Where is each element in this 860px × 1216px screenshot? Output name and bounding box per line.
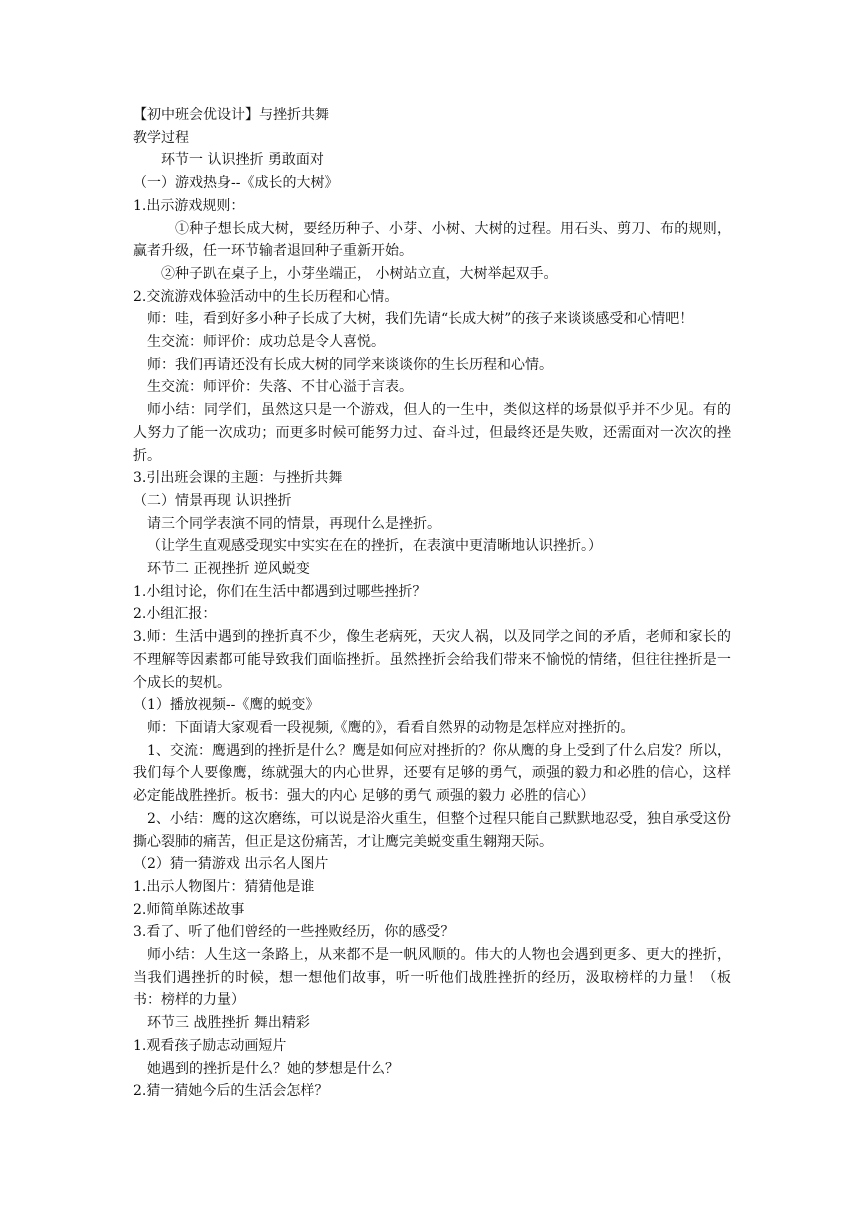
document-paragraph: 3.师：生活中遇到的挫折真不少，像生老病死，天灾人祸，以及同学之间的矛盾，老师和家长的不理解等因素都可能导致我们面临挫折。虽然挫折会给我们带来不愉悦的情绪，但往往挫折是一个成长的契机。 — [133, 629, 731, 691]
document-paragraph: 环节二 正视挫折 逆风蜕变 — [147, 561, 310, 578]
document-paragraph: 师：下面请大家观看一段视频,《鹰的》，看看自然界的动物是怎样应对挫折的。 — [147, 719, 635, 736]
document-paragraph: 师小结：同学们，虽然这只是一个游戏，但人的一生中，类似这样的场景似乎并不少见。有的人努力了能一次成功；而更多时候可能努力过、奋斗过，但最终还是失败，还需面对一次次的挫折。 — [133, 402, 731, 464]
document-paragraph: 请三个同学表演不同的情景，再现什么是挫折。 — [147, 515, 441, 532]
document-paragraph: （2）猜一猜游戏 出示名人图片 — [133, 856, 329, 873]
document-title: 【初中班会优设计】与挫折共舞 — [133, 107, 329, 123]
document-paragraph: （二）情景再现 认识挫折 — [133, 492, 292, 509]
document-body — [133, 104, 731, 1103]
document-paragraph: 生交流：师评价：成功总是令人喜悦。 — [147, 334, 385, 351]
document-paragraph: 环节三 战胜挫折 舞出精彩 — [147, 1015, 310, 1032]
document-paragraph: 1.出示游戏规则： — [133, 197, 245, 214]
document-lines — [133, 127, 731, 1103]
document-paragraph: 3.引出班会课的主题：与挫折共舞 — [133, 470, 343, 487]
document-paragraph: 师小结：人生这一条路上，从来都不是一帆风顺的。伟大的人物也会遇到更多、更大的挫折，当我们遇挫折的时候，想一想他们故事，听一听他们战胜挫折的经历，汲取榜样的力量！（板书：榜样的力量） — [133, 947, 731, 1009]
document-paragraph: 1.出示人物图片：猜猜他是谁 — [133, 878, 315, 895]
document-paragraph: 1、交流：鹰遇到的挫折是什么？鹰是如何应对挫折的？你从鹰的身上受到了什么启发？所以，我们每个人要像鹰，练就强大的内心世界，还要有足够的勇气，顽强的毅力和必胜的信心，这样必定能战胜挫折。板书：强大的内心 足够的勇气 顽强的毅力 必胜的信心） — [133, 742, 731, 805]
document-paragraph: 师：我们再请还没有长成大树的同学来谈谈你的生长历程和心情。 — [147, 356, 553, 373]
document-paragraph: 2.小组汇报： — [133, 606, 217, 623]
document-paragraph: 师：哇，看到好多小种子长成了大树，我们先请“长成大树”的孩子来谈谈感受和心情吧！ — [147, 311, 694, 328]
document-paragraph: （一）游戏热身--《成长的大树》 — [133, 175, 339, 192]
document-paragraph: 3.看了、听了他们曾经的一些挫败经历，你的感受？ — [133, 924, 455, 941]
document-paragraph: 2.交流游戏体验活动中的生长历程和心情。 — [133, 288, 399, 305]
document-paragraph: 2.猜一猜她今后的生活会怎样？ — [133, 1083, 329, 1100]
document-paragraph: 2、小结：鹰的这次磨练，可以说是浴火重生，但整个过程只能自己默默地忍受，独自承受这份撕心裂肺的痛苦，但正是这份痛苦，才让鹰完美蜕变重生翱翔天际。 — [133, 810, 731, 850]
document-paragraph: ①种子想长成大树，要经历种子、小芽、小树、大树的过程。用石头、剪刀、布的规则，赢者升级，任一环节输者退回种子重新开始。 — [133, 220, 731, 260]
document-paragraph: （1）播放视频--《鹰的蜕变》 — [133, 697, 320, 714]
document-paragraph: 1.观看孩子励志动画短片 — [133, 1037, 287, 1054]
document-paragraph: 教学过程 — [133, 129, 189, 146]
document-paragraph: 环节一 认识挫折 勇敢面对 — [161, 152, 324, 169]
document-paragraph: 1.小组讨论，你们在生活中都遇到过哪些挫折？ — [133, 583, 427, 600]
document-paragraph: （让学生直观感受现实中实实在在的挫折，在表演中更清晰地认识挫折。） — [147, 538, 602, 555]
document-paragraph: 生交流：师评价：失落、不甘心溢于言表。 — [147, 379, 413, 396]
document-paragraph: 2.师简单陈述故事 — [133, 901, 245, 918]
document-paragraph: 她遇到的挫折是什么？她的梦想是什么？ — [147, 1060, 399, 1077]
document-paragraph: ②种子趴在桌子上，小芽坐端正， 小树站立直，大树举起双手。 — [161, 265, 558, 282]
